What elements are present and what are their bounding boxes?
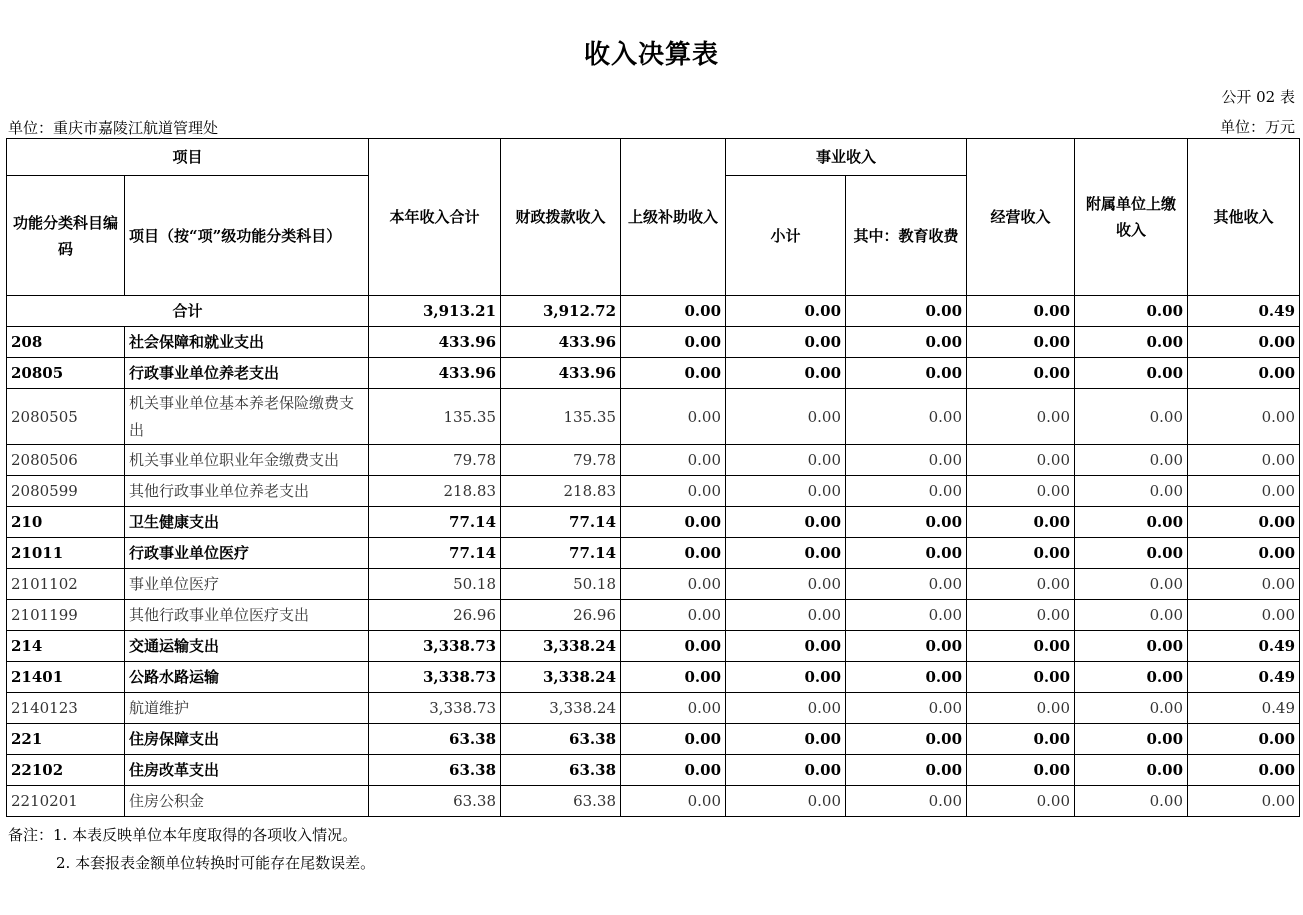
cell-superior: 0.00 <box>621 631 726 662</box>
cell-affiliated: 0.00 <box>1075 507 1188 538</box>
cell-name: 事业单位医疗 <box>125 569 369 600</box>
cell-superior: 0.00 <box>621 693 726 724</box>
cell-edu: 0.00 <box>846 724 967 755</box>
cell-edu: 0.00 <box>846 507 967 538</box>
cell-fiscal: 79.78 <box>501 445 621 476</box>
table-row <box>7 476 1300 507</box>
cell-superior: 0.00 <box>621 600 726 631</box>
cell-edu: 0.00 <box>846 755 967 786</box>
cell-other: 0.00 <box>1188 476 1300 507</box>
cell-fiscal: 63.38 <box>501 755 621 786</box>
cell-fiscal: 50.18 <box>501 569 621 600</box>
header-project: 项目 <box>7 139 369 176</box>
cell-total: 26.96 <box>369 600 501 631</box>
table-row <box>7 724 1300 755</box>
cell-fiscal: 77.14 <box>501 538 621 569</box>
cell-other: 0.00 <box>1188 786 1300 817</box>
header-code: 功能分类科目编码 <box>7 176 125 296</box>
cell-operating: 0.00 <box>967 786 1075 817</box>
table-row <box>7 600 1300 631</box>
cell-subtotal: 0.00 <box>726 445 846 476</box>
cell-name: 公路水路运输 <box>125 662 369 693</box>
note-2: 2. 本套报表金额单位转换时可能存在尾数误差。 <box>56 854 376 872</box>
cell-operating: 0.00 <box>967 389 1075 445</box>
unit-currency: 单位：万元 <box>1219 118 1295 136</box>
cell-operating: 0.00 <box>967 569 1075 600</box>
cell-name: 航道维护 <box>125 693 369 724</box>
cell-operating: 0.00 <box>967 445 1075 476</box>
cell-total: 77.14 <box>369 507 501 538</box>
cell-name: 其他行政事业单位养老支出 <box>125 476 369 507</box>
cell-superior: 0.00 <box>621 389 726 445</box>
cell-subtotal: 0.00 <box>726 631 846 662</box>
cell-total: 63.38 <box>369 724 501 755</box>
table-row <box>7 507 1300 538</box>
cell-fiscal: 3,912.72 <box>501 296 621 327</box>
cell-code: 214 <box>7 631 125 662</box>
cell-operating: 0.00 <box>967 507 1075 538</box>
cell-code: 2101102 <box>7 569 125 600</box>
header-name: 项目（按“项”级功能分类科目） <box>125 176 369 296</box>
cell-operating: 0.00 <box>967 476 1075 507</box>
cell-name: 住房公积金 <box>125 786 369 817</box>
cell-code: 221 <box>7 724 125 755</box>
cell-subtotal: 0.00 <box>726 358 846 389</box>
cell-operating: 0.00 <box>967 600 1075 631</box>
header-affiliated: 附属单位上缴收入 <box>1075 139 1188 296</box>
cell-other: 0.00 <box>1188 600 1300 631</box>
table-row <box>7 327 1300 358</box>
cell-operating: 0.00 <box>967 724 1075 755</box>
cell-total: 3,338.73 <box>369 693 501 724</box>
total-label: 合计 <box>7 296 369 327</box>
cell-affiliated: 0.00 <box>1075 538 1188 569</box>
cell-fiscal: 26.96 <box>501 600 621 631</box>
cell-subtotal: 0.00 <box>726 662 846 693</box>
cell-subtotal: 0.00 <box>726 507 846 538</box>
cell-total: 3,338.73 <box>369 662 501 693</box>
cell-total: 79.78 <box>369 445 501 476</box>
cell-subtotal: 0.00 <box>726 389 846 445</box>
cell-operating: 0.00 <box>967 296 1075 327</box>
cell-total: 3,338.73 <box>369 631 501 662</box>
cell-superior: 0.00 <box>621 786 726 817</box>
table-row <box>7 662 1300 693</box>
table-row <box>7 755 1300 786</box>
cell-total: 433.96 <box>369 358 501 389</box>
cell-edu: 0.00 <box>846 600 967 631</box>
cell-fiscal: 77.14 <box>501 507 621 538</box>
cell-other: 0.00 <box>1188 755 1300 786</box>
cell-operating: 0.00 <box>967 693 1075 724</box>
cell-code: 2080505 <box>7 389 125 445</box>
cell-other: 0.49 <box>1188 631 1300 662</box>
cell-operating: 0.00 <box>967 327 1075 358</box>
cell-superior: 0.00 <box>621 538 726 569</box>
cell-name: 机关事业单位职业年金缴费支出 <box>125 445 369 476</box>
cell-name: 行政事业单位养老支出 <box>125 358 369 389</box>
cell-code: 208 <box>7 327 125 358</box>
cell-fiscal: 433.96 <box>501 327 621 358</box>
cell-name: 住房保障支出 <box>125 724 369 755</box>
table-row <box>7 358 1300 389</box>
table-row <box>7 631 1300 662</box>
cell-affiliated: 0.00 <box>1075 476 1188 507</box>
cell-superior: 0.00 <box>621 507 726 538</box>
cell-affiliated: 0.00 <box>1075 631 1188 662</box>
cell-total: 63.38 <box>369 755 501 786</box>
cell-code: 22102 <box>7 755 125 786</box>
cell-fiscal: 3,338.24 <box>501 693 621 724</box>
cell-subtotal: 0.00 <box>726 569 846 600</box>
cell-subtotal: 0.00 <box>726 327 846 358</box>
cell-fiscal: 3,338.24 <box>501 662 621 693</box>
cell-name: 住房改革支出 <box>125 755 369 786</box>
cell-superior: 0.00 <box>621 296 726 327</box>
table-row <box>7 693 1300 724</box>
header-business: 事业收入 <box>726 139 967 176</box>
notes <box>8 821 375 877</box>
cell-affiliated: 0.00 <box>1075 296 1188 327</box>
cell-superior: 0.00 <box>621 476 726 507</box>
cell-edu: 0.00 <box>846 445 967 476</box>
cell-operating: 0.00 <box>967 358 1075 389</box>
cell-code: 20805 <box>7 358 125 389</box>
cell-code: 2140123 <box>7 693 125 724</box>
cell-other: 0.00 <box>1188 724 1300 755</box>
cell-code: 2080599 <box>7 476 125 507</box>
note-1: 备注：1. 本表反映单位本年度取得的各项收入情况。 <box>8 826 358 844</box>
cell-superior: 0.00 <box>621 327 726 358</box>
cell-fiscal: 3,338.24 <box>501 631 621 662</box>
cell-edu: 0.00 <box>846 327 967 358</box>
cell-edu: 0.00 <box>846 569 967 600</box>
cell-superior: 0.00 <box>621 358 726 389</box>
form-number: 公开 02 表 <box>1221 88 1295 106</box>
cell-subtotal: 0.00 <box>726 755 846 786</box>
cell-edu: 0.00 <box>846 296 967 327</box>
cell-edu: 0.00 <box>846 693 967 724</box>
cell-affiliated: 0.00 <box>1075 755 1188 786</box>
header-edu: 其中：教育收费 <box>846 176 967 296</box>
cell-code: 2080506 <box>7 445 125 476</box>
cell-subtotal: 0.00 <box>726 693 846 724</box>
table-row <box>7 786 1300 817</box>
cell-edu: 0.00 <box>846 476 967 507</box>
cell-edu: 0.00 <box>846 538 967 569</box>
cell-affiliated: 0.00 <box>1075 327 1188 358</box>
cell-code: 21011 <box>7 538 125 569</box>
cell-operating: 0.00 <box>967 662 1075 693</box>
cell-edu: 0.00 <box>846 358 967 389</box>
cell-superior: 0.00 <box>621 755 726 786</box>
cell-edu: 0.00 <box>846 662 967 693</box>
table-row <box>7 445 1300 476</box>
cell-edu: 0.00 <box>846 631 967 662</box>
unit-organization: 单位：重庆市嘉陵江航道管理处 <box>8 119 219 137</box>
cell-other: 0.49 <box>1188 296 1300 327</box>
cell-fiscal: 218.83 <box>501 476 621 507</box>
cell-fiscal: 63.38 <box>501 724 621 755</box>
cell-operating: 0.00 <box>967 755 1075 786</box>
cell-total: 3,913.21 <box>369 296 501 327</box>
cell-subtotal: 0.00 <box>726 476 846 507</box>
cell-subtotal: 0.00 <box>726 296 846 327</box>
cell-total: 50.18 <box>369 569 501 600</box>
income-table <box>6 138 1300 817</box>
header-superior: 上级补助收入 <box>621 139 726 296</box>
table-row <box>7 538 1300 569</box>
cell-total: 218.83 <box>369 476 501 507</box>
cell-superior: 0.00 <box>621 724 726 755</box>
cell-affiliated: 0.00 <box>1075 786 1188 817</box>
cell-edu: 0.00 <box>846 786 967 817</box>
cell-other: 0.00 <box>1188 327 1300 358</box>
cell-code: 2101199 <box>7 600 125 631</box>
cell-affiliated: 0.00 <box>1075 445 1188 476</box>
cell-other: 0.49 <box>1188 662 1300 693</box>
cell-total: 433.96 <box>369 327 501 358</box>
cell-affiliated: 0.00 <box>1075 662 1188 693</box>
cell-operating: 0.00 <box>967 538 1075 569</box>
cell-fiscal: 135.35 <box>501 389 621 445</box>
cell-affiliated: 0.00 <box>1075 569 1188 600</box>
header-operating: 经营收入 <box>967 139 1075 296</box>
cell-other: 0.00 <box>1188 389 1300 445</box>
cell-other: 0.00 <box>1188 538 1300 569</box>
cell-subtotal: 0.00 <box>726 724 846 755</box>
header-total: 本年收入合计 <box>369 139 501 296</box>
cell-other: 0.00 <box>1188 445 1300 476</box>
cell-operating: 0.00 <box>967 631 1075 662</box>
cell-name: 卫生健康支出 <box>125 507 369 538</box>
cell-name: 交通运输支出 <box>125 631 369 662</box>
cell-affiliated: 0.00 <box>1075 724 1188 755</box>
cell-affiliated: 0.00 <box>1075 693 1188 724</box>
cell-subtotal: 0.00 <box>726 538 846 569</box>
header-other: 其他收入 <box>1188 139 1300 296</box>
cell-superior: 0.00 <box>621 445 726 476</box>
cell-other: 0.00 <box>1188 507 1300 538</box>
cell-total: 63.38 <box>369 786 501 817</box>
page-title: 收入决算表 <box>583 40 719 70</box>
cell-total: 135.35 <box>369 389 501 445</box>
header-subtotal: 小计 <box>726 176 846 296</box>
cell-code: 2210201 <box>7 786 125 817</box>
cell-superior: 0.00 <box>621 569 726 600</box>
cell-affiliated: 0.00 <box>1075 600 1188 631</box>
cell-other: 0.00 <box>1188 358 1300 389</box>
total-row <box>7 296 1300 327</box>
cell-other: 0.49 <box>1188 693 1300 724</box>
cell-name: 社会保障和就业支出 <box>125 327 369 358</box>
cell-code: 21401 <box>7 662 125 693</box>
cell-subtotal: 0.00 <box>726 786 846 817</box>
cell-affiliated: 0.00 <box>1075 358 1188 389</box>
cell-fiscal: 63.38 <box>501 786 621 817</box>
cell-name: 机关事业单位基本养老保险缴费支出 <box>125 389 369 445</box>
cell-code: 210 <box>7 507 125 538</box>
cell-other: 0.00 <box>1188 569 1300 600</box>
cell-subtotal: 0.00 <box>726 600 846 631</box>
table-row <box>7 389 1300 445</box>
table-row <box>7 569 1300 600</box>
cell-name: 行政事业单位医疗 <box>125 538 369 569</box>
cell-fiscal: 433.96 <box>501 358 621 389</box>
cell-affiliated: 0.00 <box>1075 389 1188 445</box>
cell-edu: 0.00 <box>846 389 967 445</box>
cell-total: 77.14 <box>369 538 501 569</box>
cell-name: 其他行政事业单位医疗支出 <box>125 600 369 631</box>
header-fiscal: 财政拨款收入 <box>501 139 621 296</box>
cell-superior: 0.00 <box>621 662 726 693</box>
